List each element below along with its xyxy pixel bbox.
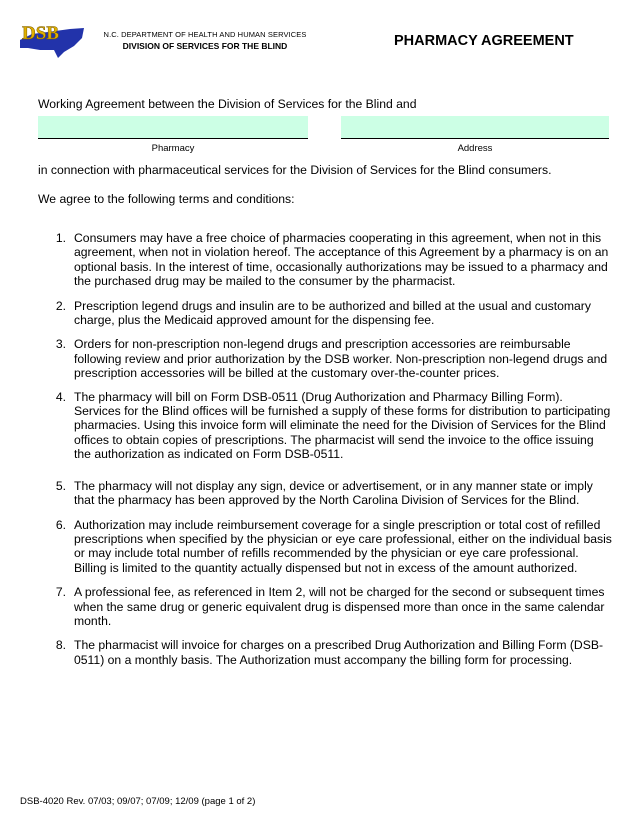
term-text: Authorization may include reimbursement coverage for a single prescription or total cost of refilled prescriptions when specified by the physician or eye care professional, either on the individual basis or may include total number of refills recommended by the physician or eye care professional. Billing is limited to the quantity actually dispensed but not in excess of the amount authorized. <box>74 517 612 575</box>
term-number: 7. <box>55 585 66 600</box>
term-text: The pharmacist will invoice for charges on a prescribed Drug Authorization and Billing Form (DSB-0511) on a monthly basis. The Authorization must accompany the billing form for processing. <box>74 638 604 667</box>
term-number: 5. <box>55 478 66 493</box>
dsb-logo <box>18 20 86 60</box>
term-item <box>38 337 612 380</box>
term-text: A professional fee, as referenced in Item 2, will not be charged for the second or subsequent times when the same drug or generic equivalent drug is dispensed more than once in the same calendar month. <box>74 585 605 628</box>
term-item <box>38 479 612 508</box>
term-item <box>38 585 612 628</box>
term-text: The pharmacy will not display any sign, device or advertisement, or in any manner state or imply that the pharmacy has been approved by the North Carolina Division of Services for the Blind. <box>74 478 593 508</box>
term-number: 3. <box>55 337 66 352</box>
term-item <box>38 231 612 289</box>
term-item <box>38 638 612 667</box>
connection-text: in connection with pharmaceutical services for the Division of Services for the Blind consumers. <box>38 163 552 177</box>
page-title: PHARMACY AGREEMENT <box>394 33 574 49</box>
form-revision-footer: DSB-4020 Rev. 07/03; 09/07; 07/09; 12/09 (page 1 of 2) <box>20 796 256 807</box>
term-number: 2. <box>55 298 66 313</box>
agree-text: We agree to the following terms and conditions: <box>38 192 295 206</box>
term-item <box>38 390 612 462</box>
agency-block <box>92 30 318 51</box>
pharmacy-field[interactable] <box>38 116 308 139</box>
logo-text: DSB <box>22 23 59 44</box>
pharmacy-field-label: Pharmacy <box>151 143 195 154</box>
term-number: 4. <box>55 389 66 404</box>
term-item <box>38 518 612 576</box>
term-item <box>38 299 612 328</box>
term-number: 6. <box>55 517 66 532</box>
department-name: N.C. DEPARTMENT OF HEALTH AND HUMAN SERVICES <box>103 30 307 39</box>
address-field[interactable] <box>341 116 609 139</box>
term-number: 8. <box>55 638 66 653</box>
term-text: Prescription legend drugs and insulin are to be authorized and billed at the usual and customary charge, plus the Medicaid approved amount for the dispensing fee. <box>74 298 591 328</box>
address-field-label: Address <box>457 143 493 154</box>
term-text: The pharmacy will bill on Form DSB-0511 (Drug Authorization and Pharmacy Billing Form). Services for the Blind offices will be furnished a supply of these forms for distribution to participating pharmacies. Using this invoice form will eliminate the need for the Division of Services for the Blind offices to obtain copies of prescriptions. The pharmacist will send the invoice to the office issuing the authorization as indicated on Form DSB-0511. <box>74 389 611 462</box>
terms-list <box>38 231 612 667</box>
intro-text: Working Agreement between the Division of Services for the Blind and <box>38 97 417 111</box>
division-name: DIVISION OF SERVICES FOR THE BLIND <box>122 41 288 51</box>
term-text: Orders for non-prescription non-legend drugs and prescription accessories are reimbursable following review and prior authorization by the DSB worker. Non-prescription non-legend drugs and prescription accessories will be billed at the customary over-the-counter prices. <box>74 337 608 381</box>
term-text: Consumers may have a free choice of pharmacies cooperating in this agreement, when not in this agreement, when not in violation hereof. The acceptance of this Agreement by a pharmacy is on an optional basis. In the interest of time, occasionally authorizations may be issued to a pharmacy and the purchased drug may be mailed to the consumer by the pharmacist. <box>74 231 609 289</box>
term-number: 1. <box>55 231 66 245</box>
